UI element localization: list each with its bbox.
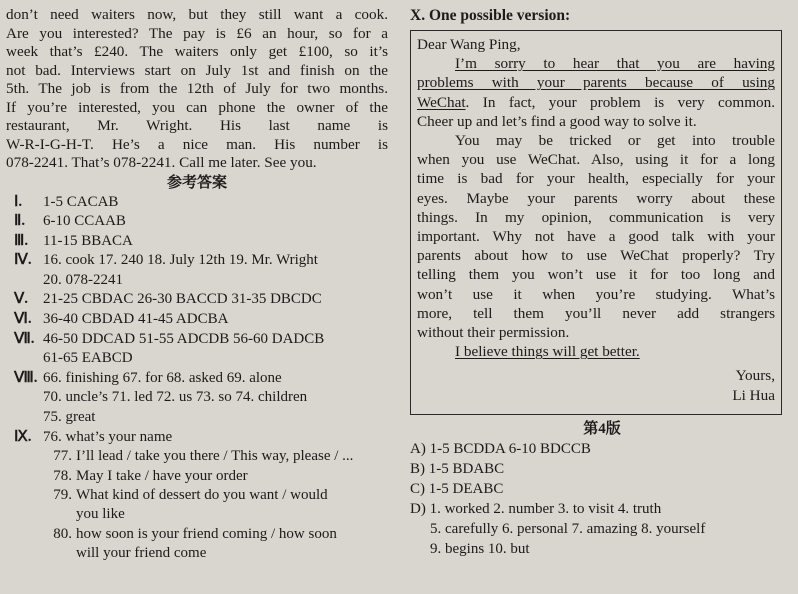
answer-continuation: 75. great — [43, 409, 96, 426]
sub-answer-text: May I take / have your order — [76, 467, 248, 484]
edition-heading: 第4版 — [583, 421, 621, 437]
answer-text: 1-5 CACAB — [43, 193, 119, 210]
section-title: X. One possible version: — [410, 7, 571, 24]
letter-line: I’m sorry to hear that you are having — [455, 55, 775, 73]
answer-text: 21-25 CBDAC 26-30 BACCD 31-35 DBCDC — [43, 291, 322, 308]
letter-line: things. In my opinion, communication is very — [417, 208, 775, 226]
sub-answer-number: 78. — [53, 467, 72, 484]
answer-row — [6, 330, 388, 350]
sub-answer-text: What kind of dessert do you want / would — [76, 487, 328, 504]
answer-section-number: Ⅰ. — [14, 193, 23, 210]
answer-row — [6, 251, 388, 271]
answer-row — [6, 290, 388, 310]
answer-section-number: Ⅳ. — [14, 252, 32, 269]
letter-line: important. Why not have a good talk with your — [417, 228, 775, 246]
passage-line: not bad. Interviews start on July 1st and finish on the — [6, 61, 388, 79]
passage-line: restaurant, Mr. Wright. His last name is — [6, 117, 388, 134]
letter-line: Cheer up and let’s find a good way to solve it. — [417, 112, 697, 130]
letter-line: You may be tricked or get into trouble — [455, 132, 775, 150]
answer4-row: A) 1-5 BCDDA 6-10 BDCCB — [410, 441, 591, 457]
letter-line: when you use WeChat. Also, using it for a long — [417, 151, 775, 169]
answer-text: 76. what’s your name — [43, 428, 173, 445]
sub-answer-text: how soon is your friend coming / how soon — [76, 525, 337, 542]
left-column — [6, 6, 388, 564]
sub-answer — [6, 467, 388, 486]
letter-line — [417, 342, 775, 361]
sub-answer-number: 79. — [53, 487, 72, 504]
answers-heading: 参考答案 — [166, 174, 227, 191]
answer-continuation: 70. uncle’s 71. led 72. us 73. so 74. children — [43, 389, 308, 406]
answer-list-4 — [410, 439, 794, 559]
answer-row — [6, 369, 388, 389]
letter-conclusion: I believe things will get better. — [455, 343, 640, 361]
letter-closing: Yours, — [735, 367, 775, 385]
answer-row — [6, 212, 388, 232]
answer-section-number: Ⅱ. — [14, 213, 26, 230]
answer-section-number: Ⅸ. — [14, 428, 32, 445]
answer-row — [6, 310, 388, 330]
sub-answer-continuation: you like — [76, 506, 125, 523]
wechat-underlined: WeChat — [417, 93, 466, 111]
passage-line: 5th. The job is from the 12th of July for two months. — [6, 80, 388, 97]
sub-answer-number: 80. — [53, 525, 72, 542]
letter-line: parents about how to use WeChat properly? Try — [417, 247, 775, 265]
passage-line: If you’re interested, you can phone the owner of the — [6, 98, 388, 116]
sub-answer — [6, 525, 388, 544]
answer-row — [6, 428, 388, 448]
letter-signature: Li Hua — [732, 386, 775, 404]
answer-text: 16. cook 17. 240 18. July 12th 19. Mr. Wright — [43, 252, 318, 269]
letter-line: problems with your parents because of using — [417, 74, 775, 92]
letter-line: telling them you won’t use it for too long and — [417, 266, 775, 284]
answer4-row: C) 1-5 DEABC — [410, 481, 504, 497]
answer-section-number: Ⅵ. — [14, 311, 32, 328]
answer4-row: D) 1. worked 2. number 3. to visit 4. truth — [410, 501, 662, 517]
letter-line: won’t use it when you’re studying. What’s — [417, 285, 775, 303]
listening-passage — [6, 6, 388, 173]
answer-text: 66. finishing 67. for 68. asked 69. alone — [43, 369, 282, 386]
sub-answer-continuation: will your friend come — [76, 545, 207, 562]
letter-greeting: Dear Wang Ping, — [417, 36, 521, 53]
sub-answer — [6, 447, 388, 466]
answer-text: 36-40 CBDAD 41-45 ADCBA — [43, 311, 229, 328]
answer-section-number: Ⅲ. — [14, 232, 29, 249]
passage-line: W-R-I-G-H-T. He’s a nice man. His number is — [6, 135, 388, 153]
answer-text: 11-15 BBACA — [43, 232, 133, 249]
passage-line: 078-2241. That’s 078-2241. Call me later. See you. — [6, 154, 317, 171]
letter-line: eyes. Maybe your parents worry about these — [417, 189, 775, 207]
sample-letter-box — [410, 30, 782, 415]
sub-answer-number: 77. — [53, 448, 72, 465]
letter-line-rest: . In fact, your problem is very common. — [465, 93, 775, 111]
passage-line: Are you interested? The pay is £6 an hour, so for a — [6, 24, 388, 42]
letter-line — [417, 93, 775, 112]
answer-text: 6-10 CCAAB — [43, 213, 126, 230]
sub-answer-text: I’ll lead / take you there / This way, please / ... — [76, 448, 354, 465]
answer-section-number: Ⅷ. — [14, 369, 38, 386]
answer-continuation: 20. 078-2241 — [43, 271, 123, 288]
passage-line: week that’s £240. The waiters only get £100, so it’s — [6, 43, 388, 60]
answer-row — [6, 193, 388, 213]
sub-answer — [6, 486, 388, 505]
passage-line: don’t need waiters now, but they still want a cook. — [6, 6, 388, 23]
answer-continuation: 61-65 EABCD — [43, 350, 133, 367]
letter-line: more, tell them you’ll never add strangers — [417, 304, 775, 322]
right-column — [410, 6, 794, 559]
answer4-continuation: 5. carefully 6. personal 7. amazing 8. yourself — [430, 521, 706, 537]
letter-line: time is bad for your health, especially for your — [417, 170, 775, 188]
answer4-continuation: 9. begins 10. but — [430, 541, 530, 557]
letter-line: without their permission. — [417, 324, 570, 342]
answer-section-number: Ⅶ. — [14, 330, 35, 347]
answer-section-number: Ⅴ. — [14, 291, 29, 308]
answer4-row: B) 1-5 BDABC — [410, 461, 505, 477]
answer-text: 46-50 DDCAD 51-55 ADCDB 56-60 DADCB — [43, 330, 325, 347]
answer-list — [6, 193, 388, 564]
answer-row — [6, 232, 388, 252]
